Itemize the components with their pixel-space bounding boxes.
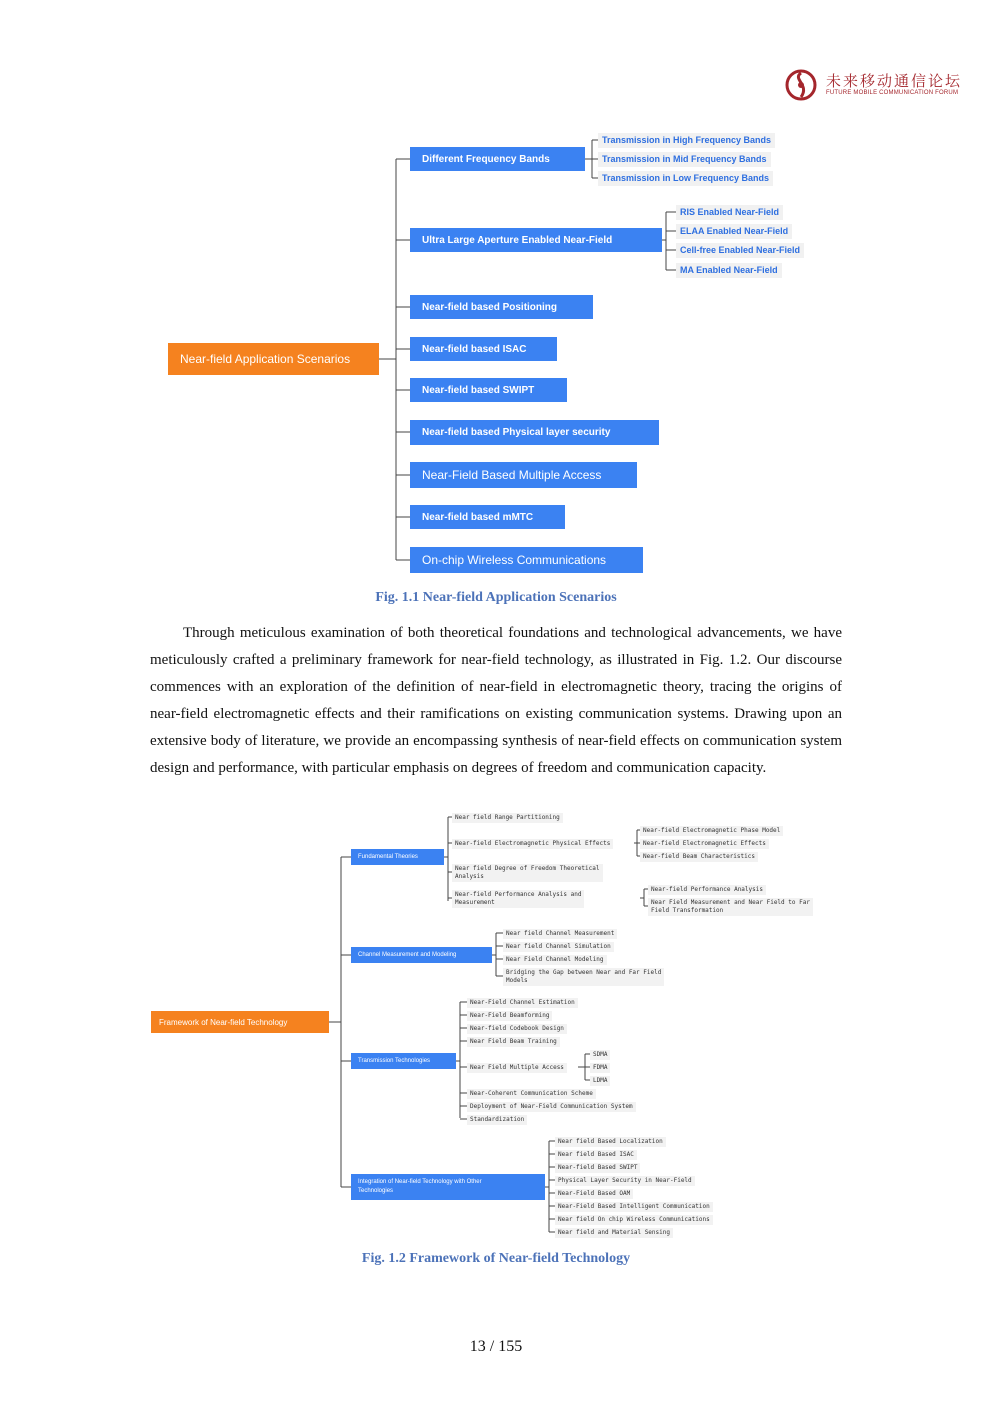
fig1-branch-label: Ultra Large Aperture Enabled Near-Field (422, 234, 613, 246)
fig2-leaf: Near-Field Based Intelligent Communication (555, 1202, 713, 1212)
fig1-branch-mmtc (410, 505, 565, 529)
fig1-branch-label: Near-field based Physical layer security (422, 427, 611, 438)
body-paragraph-text: Through meticulous examination of both theoretical foundations and technological advancements, we have meticulously crafted a preliminary framework for near-field technology, as illustrated in Fig. 1.2. Our discourse commences with an exploration of the definition of near-field in electromagnetic theory, tracing the origins of near-field electromagnetic effects and their ramifications on existing communication systems. Drawing upon an extensive body of literature, we provide an encompassing synthesis of near-field effects on communication system design and performance, with particular emphasis on degrees of freedom and communication capacity. (150, 625, 842, 776)
fig2-branch-channel (351, 947, 492, 963)
fig2-subleaf: Near-field Beam Characteristics (640, 852, 758, 862)
fig2-root-node (151, 1011, 329, 1033)
forum-name-en: FUTURE MOBILE COMMUNICATION FORUM (826, 90, 959, 96)
fig2-leaf: Physical Layer Security in Near-Field (555, 1176, 695, 1186)
fig2-subleaf: LDMA (590, 1076, 610, 1086)
fig2-leaf: Near field Based ISAC (555, 1150, 637, 1160)
fig1-branch-label: Near-field based ISAC (422, 343, 527, 355)
fig1-leaf-mid-freq: Transmission in Mid Frequency Bands (598, 152, 771, 167)
fig1-leaf-elaa: ELAA Enabled Near-Field (676, 224, 792, 239)
fig2-branch-label: Fundamental Theories (358, 854, 418, 860)
fig2-leaf: Near-Field Channel Estimation (467, 998, 578, 1008)
fig2-leaf: Near Field Beam Training (467, 1037, 560, 1047)
fig1-branch-label: On-chip Wireless Communications (422, 553, 607, 567)
fig2-leaf: Near-field Based SWIPT (555, 1163, 640, 1173)
fig2-leaf: Near field Channel Measurement (503, 929, 617, 939)
fig1-root-node (168, 343, 379, 375)
fig1-leaf-cell-free: Cell-free Enabled Near-Field (676, 243, 804, 258)
fig2-leaf: Near-field Codebook Design (467, 1024, 567, 1034)
fig2-branch-label: Transmission Technologies (358, 1058, 431, 1064)
fig1-branch-swipt (410, 378, 567, 402)
fig2-subleaf: Near-field Electromagnetic Effects (640, 839, 769, 849)
fig2-subleaf: Near-field Electromagnetic Phase Model (640, 826, 783, 836)
fig2-leaf: Near-Coherent Communication Scheme (467, 1089, 596, 1099)
fig1-branch-frequency (410, 147, 585, 171)
fig2-subleaf: Near Field Measurement and Near Field to Far Field Transformation (648, 898, 813, 916)
fig1-branch-security (410, 420, 659, 445)
fig2-leaf: Near Field Channel Modeling (503, 955, 607, 965)
fig1-leaf-high-freq: Transmission in High Frequency Bands (598, 133, 775, 148)
fig2-branch-label: Integration of Near-field Technology with Other Technologies (358, 1179, 482, 1194)
fig1-branch-label: Near-field based SWIPT (422, 384, 535, 396)
fig1-caption: Fig. 1.1 Near-field Application Scenarios (375, 590, 617, 605)
fig1-branch-multiple-access (410, 462, 637, 488)
fig1-branch-label: Near-field based mMTC (422, 511, 534, 523)
fig2-leaf: Bridging the Gap between Near and Far Field Models (503, 968, 664, 986)
fig2-branch-transmission (351, 1053, 456, 1069)
fig2-leaf: Near-field Performance Analysis and Measurement (452, 890, 584, 908)
fig1-branch-positioning (410, 295, 593, 319)
fig2-leaf: Near field Channel Simulation (503, 942, 614, 952)
fig1-root-label: Near-field Application Scenarios (180, 352, 351, 366)
fig2-subleaf: Near-field Performance Analysis (648, 885, 766, 895)
fig2-branch-integration (351, 1174, 545, 1200)
fig1-leaf-ma: MA Enabled Near-Field (676, 263, 782, 278)
fig2-branch-label: Channel Measurement and Modeling (358, 952, 457, 958)
fig2-leaf: Near Field Multiple Access (467, 1063, 567, 1073)
fig1-branch-aperture (410, 228, 662, 252)
fig2-leaf: Near field Range Partitioning (452, 813, 563, 823)
fig2-subleaf: FDMA (590, 1063, 610, 1073)
fig2-subleaf: SDMA (590, 1050, 610, 1060)
fig2-leaf: Standardization (467, 1115, 527, 1125)
fig2-leaf: Deployment of Near-Field Communication System (467, 1102, 636, 1112)
body-paragraph (150, 620, 842, 782)
fig1-branch-label: Near-Field Based Multiple Access (422, 468, 602, 482)
fig1-leaf-low-freq: Transmission in Low Frequency Bands (598, 171, 773, 186)
page-number: 13 / 155 (469, 1338, 523, 1355)
fig2-leaf: Near-Field Beamforming (467, 1011, 552, 1021)
fig2-leaf: Near field Degree of Freedom Theoretical Analysis (452, 864, 603, 882)
fig2-root-label: Framework of Near-field Technology (159, 1017, 288, 1027)
fig2-branch-fundamental (351, 849, 444, 865)
fig2-leaf: Near-field Electromagnetic Physical Effects (452, 839, 613, 849)
fig1-leaf-ris: RIS Enabled Near-Field (676, 205, 783, 220)
fig2-leaf: Near-Field Based OAM (555, 1189, 633, 1199)
fig2-leaf: Near field and Material Sensing (555, 1228, 673, 1238)
fig1-branch-isac (410, 337, 557, 361)
fig2-caption: Fig. 1.2 Framework of Near-field Technology (361, 1251, 631, 1266)
forum-name-zh: 未来移动通信论坛 (826, 72, 963, 90)
fig1-branch-label: Near-field based Positioning (422, 301, 558, 313)
fig1-branch-on-chip (410, 547, 643, 573)
fig2-leaf: Near field Based Localization (555, 1137, 666, 1147)
fig2-leaf: Near field On chip Wireless Communications (555, 1215, 713, 1225)
fig1-branch-label: Different Frequency Bands (422, 153, 550, 165)
